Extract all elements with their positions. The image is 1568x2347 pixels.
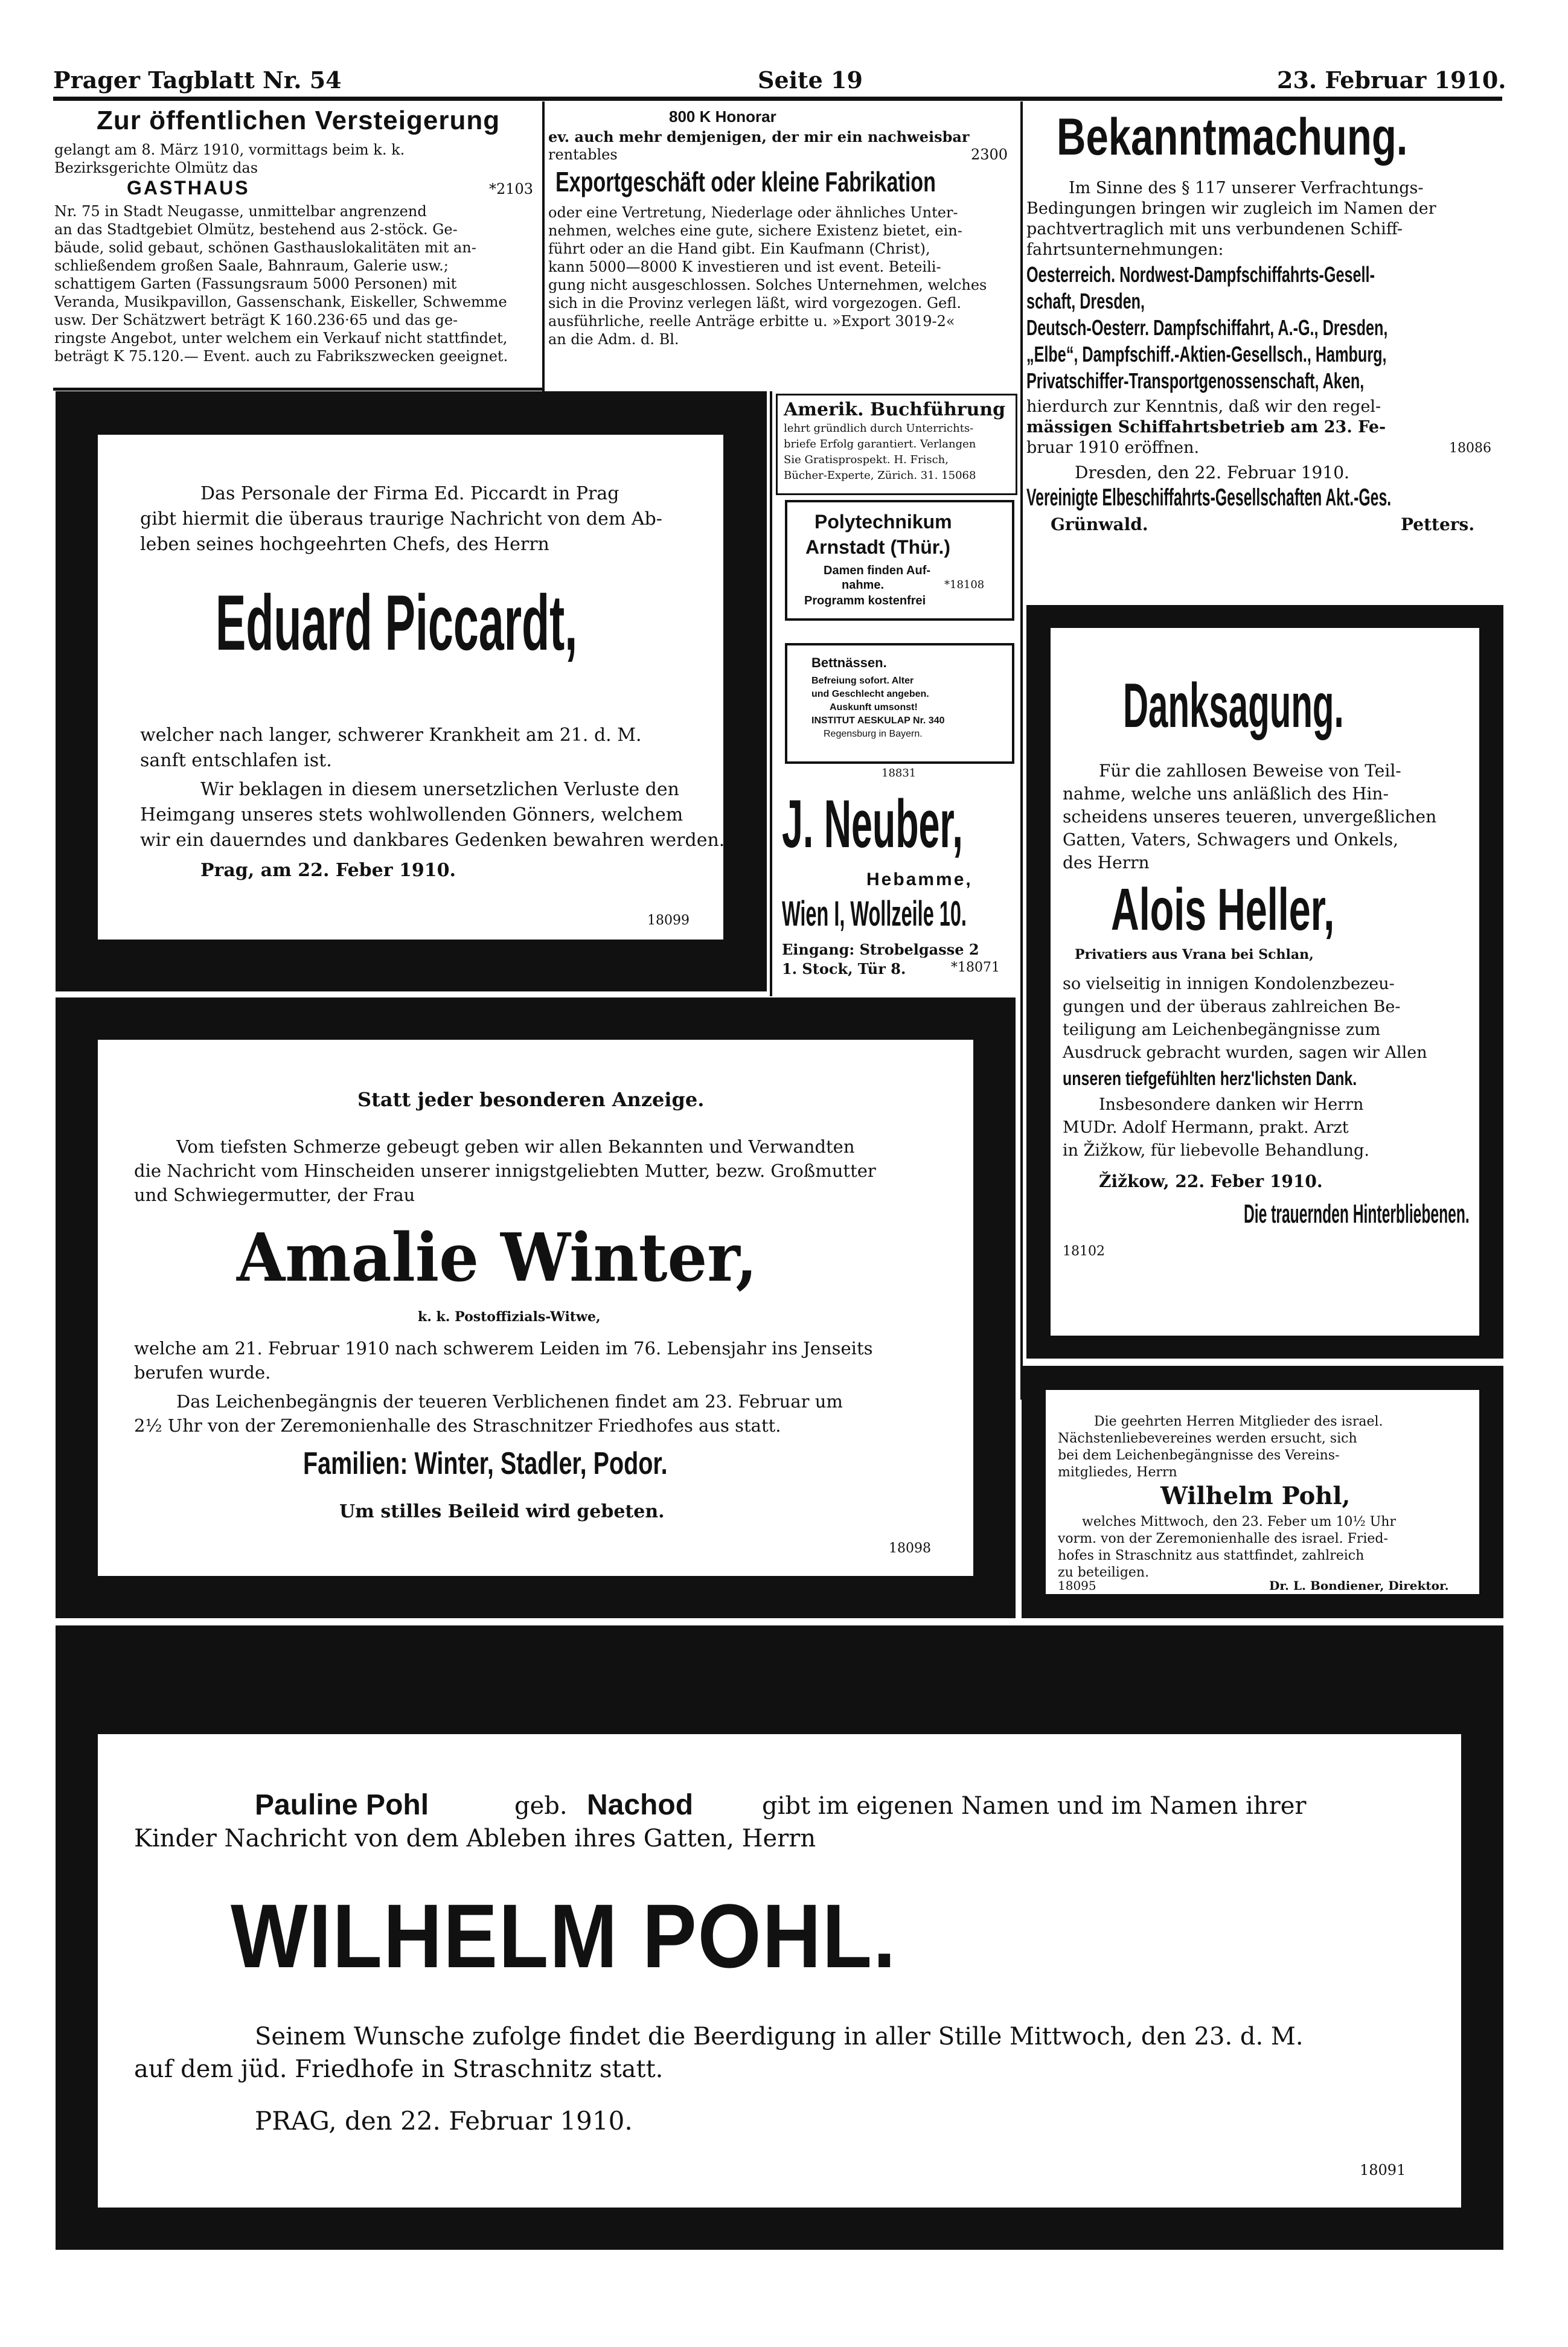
poly-num: *18108 (944, 578, 985, 591)
export-line: oder eine Vertretung, Niederlage oder ähnliches Unter- (548, 204, 958, 221)
auction-line: bäude, solid gebaut, schönen Gasthauslokalitäten mit an- (54, 239, 476, 256)
export-line: an die Adm. d. Bl. (548, 331, 679, 348)
danksagung-title: Danksagung. (1123, 671, 1344, 741)
winter-name: Amalie Winter, (237, 1218, 758, 1296)
piccardt-intro: leben seines hochgeehrten Chefs, des Herrn (140, 534, 549, 555)
bekannt-company: schaft, Dresden, (1026, 289, 1145, 313)
export-line: rentables (548, 146, 618, 163)
export-num: 2300 (971, 146, 1008, 163)
danksagung-line: teiligung am Leichenbegängnisse zum (1063, 1020, 1381, 1039)
pohl-main-name: WILHELM POHL. (231, 1885, 897, 1987)
danksagung-num: 18102 (1063, 1244, 1105, 1259)
danksagung-line: Gatten, Vaters, Schwagers und Onkels, (1063, 830, 1399, 850)
col-divider-1 (542, 101, 545, 391)
amerik-ad (776, 394, 1017, 495)
export-line: führt oder an die Hand gibt. Ein Kaufmann (Christ), (548, 240, 930, 257)
piccardt-line: welcher nach langer, schwerer Krankheit am 21. d. M. (140, 725, 642, 746)
auction-number: *2103 (489, 181, 534, 197)
auction-bottom-rule (53, 388, 542, 391)
auction-gasthaus: GASTHAUS (127, 177, 250, 199)
bekannt-title: Bekanntmachung. (1057, 108, 1408, 166)
winter-num: 18098 (889, 1541, 931, 1556)
winter-line: und Schwiegermutter, der Frau (134, 1185, 415, 1205)
export-top: 800 K Honorar (669, 107, 776, 126)
pohl-notice-line: welches Mittwoch, den 23. Feber um 10½ Uhr (1082, 1514, 1396, 1529)
danksagung-line: Für die zahllosen Beweise von Teil- (1099, 761, 1401, 781)
danksagung-line: Ausdruck gebracht wurden, sagen wir Allen (1063, 1043, 1427, 1062)
pohl-notice (1046, 1390, 1479, 1594)
bett-ad (785, 643, 1014, 764)
winter-families: Familien: Winter, Stadler, Podor. (303, 1446, 668, 1481)
bett-num: 18831 (882, 767, 917, 780)
auction-line: beträgt K 75.120.— Event. auch zu Fabrikszwecken geeignet. (54, 348, 508, 365)
export-line: sich in die Provinz verlegen läßt, wird vorgezogen. Gefl. (548, 295, 961, 312)
auction-line: Nr. 75 in Stadt Neugasse, unmittelbar angrenzend (54, 203, 427, 220)
neuber-num: *18071 (951, 960, 1000, 975)
pohl-main-line: Seinem Wunsche zufolge findet die Beerdigung in aller Stille Mittwoch, den 23. d. M. (255, 2023, 1304, 2051)
header-rule (53, 97, 1502, 101)
auction-line: Veranda, Musikpavillon, Gassenschank, Eiskeller, Schwemme (54, 293, 507, 310)
amerik-line: briefe Erfolg garantiert. Verlangen (784, 438, 976, 450)
bekannt-line: Im Sinne des § 117 unserer Verfrachtungs- (1069, 179, 1424, 197)
winter-line: Das Leichenbegängnis der teueren Verblichenen findet am 23. Februar um (176, 1391, 843, 1412)
winter-top: Statt jeder besonderen Anzeige. (357, 1088, 705, 1111)
winter-line: berufen wurde. (134, 1362, 271, 1383)
auction-line: schattigem Garten (Fassungsraum 5000 Personen) mit (54, 275, 457, 292)
winter-sub: k. k. Postoffizials-Witwe, (418, 1309, 601, 1325)
danksagung-line: in Žižkow, für liebevolle Behandlung. (1063, 1141, 1369, 1160)
danksagung-line: des Herrn (1063, 853, 1150, 873)
danksagung-line: nahme, welche uns anläßlich des Hin- (1063, 784, 1389, 804)
winter-line: 2½ Uhr von der Zeremonienhalle des Straschnitzer Friedhofes aus statt. (134, 1415, 781, 1436)
pohl-main-line: Kinder Nachricht von dem Ableben ihres Gatten, Herrn (134, 1825, 816, 1852)
danksagung-date: Žižkow, 22. Feber 1910. (1099, 1171, 1323, 1191)
piccardt-line: Wir beklagen in diesem unersetzlichen Verluste den (200, 779, 679, 800)
danksagung-line: MUDr. Adolf Hermann, prakt. Arzt (1063, 1118, 1349, 1137)
neuber-name: J. Neuber, (782, 786, 963, 862)
header-left: Prager Tagblatt Nr. 54 (53, 66, 342, 94)
danksagung-notice (1051, 628, 1479, 1336)
bekannt-company: Oesterreich. Nordwest-Dampfschiffahrts-Gesell- (1026, 262, 1375, 287)
piccardt-date: Prag, am 22. Feber 1910. (200, 860, 456, 881)
auction-title: Zur öffentlichen Versteigerung (97, 106, 501, 135)
bekannt-line: bruar 1910 eröffnen. (1026, 438, 1200, 457)
bekannt-line: mässigen Schiffahrtsbetrieb am 23. Fe- (1026, 418, 1386, 437)
neuber-line: Eingang: Strobelgasse 2 (782, 941, 979, 958)
auction-line: ringste Angebot, unter welchem ein Verkauf nicht stattfindet, (54, 330, 508, 347)
pohl-main-num: 18091 (1360, 2162, 1406, 2179)
auction-line: usw. Der Schätzwert beträgt K 160.236·65 und das ge- (54, 312, 458, 328)
auction-line: Bezirksgerichte Olmütz das (54, 159, 258, 176)
auction-line: schließendem großen Saale, Bahnraum, Galerie usw.; (54, 257, 449, 274)
pohl-main-line: auf dem jüd. Friedhofe in Straschnitz statt. (134, 2055, 664, 2083)
winter-line: die Nachricht vom Hinscheiden unserer innigstgeliebten Mutter, bezw. Großmutter (134, 1161, 876, 1181)
pohl-notice-line: hofes in Straschnitz aus stattfindet, zahlreich (1058, 1548, 1365, 1563)
poly-ad (785, 500, 1014, 621)
piccardt-name: Eduard Piccardt, (216, 578, 578, 667)
bekannt-line: hierdurch zur Kenntnis, daß wir den regel- (1026, 397, 1381, 416)
danksagung-line: so vielseitig in innigen Kondolenzbezeu- (1063, 975, 1395, 993)
poly-city: Arnstadt (Thür.) (805, 536, 950, 558)
bekannt-sign: Vereinigte Elbeschiffahrts-Gesellschaften Akt.-Ges. (1026, 484, 1392, 511)
amerik-line: Sie Gratisprospekt. H. Frisch, (784, 453, 949, 466)
piccardt-line: Heimgang unseres stets wohlwollenden Gönners, welchem (140, 804, 683, 825)
export-line: nehmen, welches eine gute, sichere Existenz bietet, ein- (548, 222, 962, 239)
bekannt-sign-b: Petters. (1401, 514, 1475, 534)
winter-line: Vom tiefsten Schmerze gebeugt geben wir allen Bekannten und Verwandten (176, 1136, 855, 1157)
danksagung-name: Alois Heller, (1111, 876, 1335, 943)
header-right: 23. Februar 1910. (1277, 66, 1506, 94)
bekannt-line: Bedingungen bringen wir zugleich im Namen der (1026, 199, 1436, 218)
pohl-notice-num: 18095 (1058, 1578, 1096, 1593)
danksagung-sign: Die trauernden Hinterbliebenen. (1244, 1199, 1470, 1229)
piccardt-num: 18099 (647, 913, 690, 928)
pohl-notice-line: Nächstenliebevereines werden ersucht, sich (1058, 1431, 1357, 1446)
bett-line: INSTITUT AESKULAP Nr. 340 (811, 716, 945, 726)
bett-line: und Geschlecht angeben. (811, 689, 929, 699)
bekannt-company: „Elbe“, Dampfschiff.-Aktien-Gesellsch., Hamburg, (1026, 342, 1387, 367)
pohl-notice-line: vorm. von der Zeremonienhalle des israel. Fried- (1058, 1531, 1388, 1546)
pohl-notice-name: Wilhelm Pohl, (1160, 1482, 1351, 1510)
bett-line: Auskunft umsonst! (830, 702, 918, 712)
neuber-ad (776, 785, 1017, 990)
bekannt-num: 18086 (1449, 441, 1491, 456)
piccardt-line: sanft entschlafen ist. (140, 750, 332, 771)
danksagung-line: Insbesondere danken wir Herrn (1099, 1095, 1364, 1114)
danksagung-sub: Privatiers aus Vrana bei Schlan, (1075, 947, 1314, 962)
danksagung-line: gungen und der überaus zahlreichen Be- (1063, 997, 1401, 1016)
neuber-line: 1. Stock, Tür 8. (782, 960, 906, 978)
col-divider-2 (1020, 101, 1023, 1400)
auction-line: an das Stadtgebiet Olmütz, bestehend aus 2-stöck. Ge- (54, 221, 458, 238)
amerik-line: lehrt gründlich durch Unterrichts- (784, 422, 974, 435)
poly-line: nahme. (842, 578, 885, 592)
pohl-main-nachod: Nachod (587, 1789, 694, 1821)
pohl-notice-sign: Dr. L. Bondiener, Direktor. (1269, 1578, 1449, 1593)
poly-line: Programm kostenfrei (804, 594, 926, 607)
winter-line: welche am 21. Februar 1910 nach schwerem Leiden im 76. Lebensjahr ins Jenseits (134, 1338, 873, 1359)
pohl-main-line: gibt im eigenen Namen und im Namen ihrer (762, 1792, 1307, 1820)
bett-line: Regensburg in Bayern. (824, 729, 923, 739)
neuber-addr: Wien I, Wollzeile 10. (782, 894, 967, 933)
export-line: ev. auch mehr demjenigen, der mir ein nachweisbar (548, 128, 970, 146)
pohl-main-date: PRAG, den 22. Februar 1910. (255, 2106, 633, 2136)
export-line: ausführliche, reelle Anträge erbitte u. »Export 3019-2« (548, 313, 955, 330)
poly-line: Damen finden Auf- (824, 564, 931, 577)
danksagung-line: unseren tiefgefühlten herz'lichsten Dank. (1063, 1068, 1357, 1089)
bekannt-sign-a: Grünwald. (1051, 514, 1148, 534)
pohl-notice-line: mitgliedes, Herrn (1058, 1465, 1177, 1480)
pohl-notice-line: zu beteiligen. (1058, 1565, 1150, 1580)
piccardt-notice (98, 435, 723, 940)
winter-quiet: Um stilles Beileid wird gebeten. (339, 1501, 665, 1522)
bekannt-line: pachtvertraglich mit uns verbundenen Schiff- (1026, 220, 1403, 239)
pohl-main-name-pauline: Pauline Pohl (255, 1789, 429, 1821)
amerik-title: Amerik. Buchführung (784, 399, 1006, 420)
bekannt-company: Privatschiffer-Transportgenossenschaft, Aken, (1026, 368, 1365, 393)
export-line: gung nicht ausgeschlossen. Solches Unternehmen, welches (548, 277, 987, 293)
bett-line: Befreiung sofort. Alter (811, 676, 914, 686)
piccardt-line: wir ein dauerndes und dankbares Gedenken bewahren werden. (140, 830, 725, 851)
header-center: Seite 19 (758, 66, 863, 94)
danksagung-line: scheidens unseres teueren, unvergeßlichen (1063, 807, 1437, 827)
amerik-line: Bücher-Experte, Zürich. 31. 15068 (784, 469, 976, 482)
export-line: kann 5000—8000 K investieren und ist event. Beteili- (548, 258, 941, 275)
piccardt-intro: Das Personale der Firma Ed. Piccardt in Prag (200, 483, 619, 504)
pohl-notice-line: Die geehrten Herren Mitglieder des israel. (1094, 1414, 1383, 1429)
pohl-main-notice (98, 1734, 1461, 2208)
bett-title: Bettnässen. (811, 655, 887, 670)
piccardt-intro: gibt hiermit die überaus traurige Nachricht von dem Ab- (140, 508, 662, 530)
bekannt-company: Deutsch-Oesterr. Dampfschiffahrt, A.-G., Dresden, (1026, 315, 1388, 340)
bekannt-line: fahrtsunternehmungen: (1026, 240, 1224, 259)
poly-title: Polytechnikum (814, 511, 952, 533)
auction-line: gelangt am 8. März 1910, vormittags beim k. k. (54, 141, 405, 158)
export-title: Exportgeschäft oder kleine Fabrikation (555, 166, 936, 197)
neuber-sub: Hebamme, (866, 869, 973, 889)
pohl-notice-line: bei dem Leichenbegängnisse des Vereins- (1058, 1448, 1340, 1463)
winter-notice (98, 1040, 973, 1576)
col-divider-3 (770, 391, 772, 996)
bekannt-date: Dresden, den 22. Februar 1910. (1075, 463, 1349, 482)
pohl-main-geb: geb. (514, 1792, 568, 1820)
